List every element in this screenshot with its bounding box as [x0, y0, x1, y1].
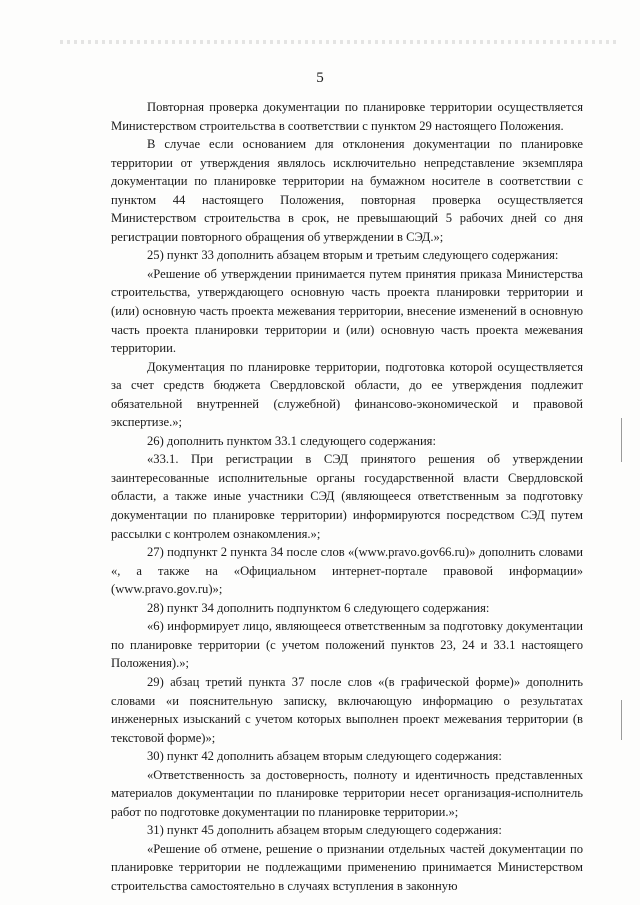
paragraph: 25) пункт 33 дополнить абзацем вторым и третьим следующего содержания: — [147, 248, 559, 263]
scan-margin-mark — [621, 418, 622, 462]
scan-edge-artifact — [60, 40, 620, 44]
paragraph: «6) информирует лицо, являющееся ответственным за подготовку документации по планировке территории (с учетом положений пунктов 23, 24 и 33.1 настоящего Положения).»; — [111, 619, 583, 671]
paragraph: 29) абзац третий пункта 37 после слов «(в графической форме)» дополнить словами «и пояснительную записку, включающую информацию о результатах инженерных изысканий с учетом которых выполнен проект межевания территории (в текстовой форме)»; — [111, 674, 583, 745]
paragraph: Документация по планировке территории, подготовка которой осуществляется за счет средств бюджета Свердловской области, до ее утверждения подлежит обязательной внутренней (служебной) финансово-экономической и правовой экспертизе.»; — [111, 359, 583, 430]
paragraph: 27) подпункт 2 пункта 34 после слов «(www.pravo.gov66.ru)» дополнить словами «, а также на «Официальном интернет-портале правовой информации» (www.pravo.gov.ru)»; — [111, 545, 583, 597]
paragraph: «Решение об утверждении принимается путем принятия приказа Министерства строительства, утверждающего основную часть проекта планировки территории и (или) основную часть проекта межевания территории, внесение изменений в основную часть проекта планировки территории и (или) основную часть проекта межевания территории. — [111, 266, 583, 356]
document-body — [111, 98, 583, 896]
paragraph: 31) пункт 45 дополнить абзацем вторым следующего содержания: — [147, 823, 502, 838]
paragraph: 30) пункт 42 дополнить абзацем вторым следующего содержания: — [147, 749, 502, 764]
paragraph: «33.1. При регистрации в СЭД принятого решения об утверждении заинтересованные исполнительные органы государственной власти Свердловской области, а также иные участники СЭД (являющееся ответственным за подготовку документации по планировке территории) информируются посредством СЭД путем рассылки с контролем ознакомления.»; — [111, 452, 583, 541]
paragraph: 28) пункт 34 дополнить подпунктом 6 следующего содержания: — [147, 600, 490, 615]
paragraph: В случае если основанием для отклонения документации по планировке территории от утверждения являлось исключительно непредставление экземпляра документации по планировке территории на бумажном носителе в соответствии с пунктом 44 настоящего Положения, повторная проверка осуществляется Министерством строительства в срок, не превышающий 5 рабочих дней со дня регистрации повторного обращения об утверждении в СЭД.»; — [111, 137, 583, 244]
paragraph: «Решение об отмене, решение о признании отдельных частей документации по планировке территории не подлежащими применению принимается Министерством строительства самостоятельно в случаях вступления в законную — [111, 841, 583, 893]
paragraph: 26) дополнить пунктом 33.1 следующего содержания: — [147, 433, 436, 448]
page-number: 5 — [316, 70, 324, 86]
scan-margin-mark — [621, 700, 622, 740]
paragraph: Повторная проверка документации по планировке территории осуществляется Министерством строительства в соответствии с пунктом 29 настоящего Положения. — [111, 100, 583, 133]
paragraph: «Ответственность за достоверность, полноту и идентичность представленных материалов документации по планировке территории несет организация-исполнитель работ по подготовке документации по планировке территории.»; — [111, 767, 583, 819]
